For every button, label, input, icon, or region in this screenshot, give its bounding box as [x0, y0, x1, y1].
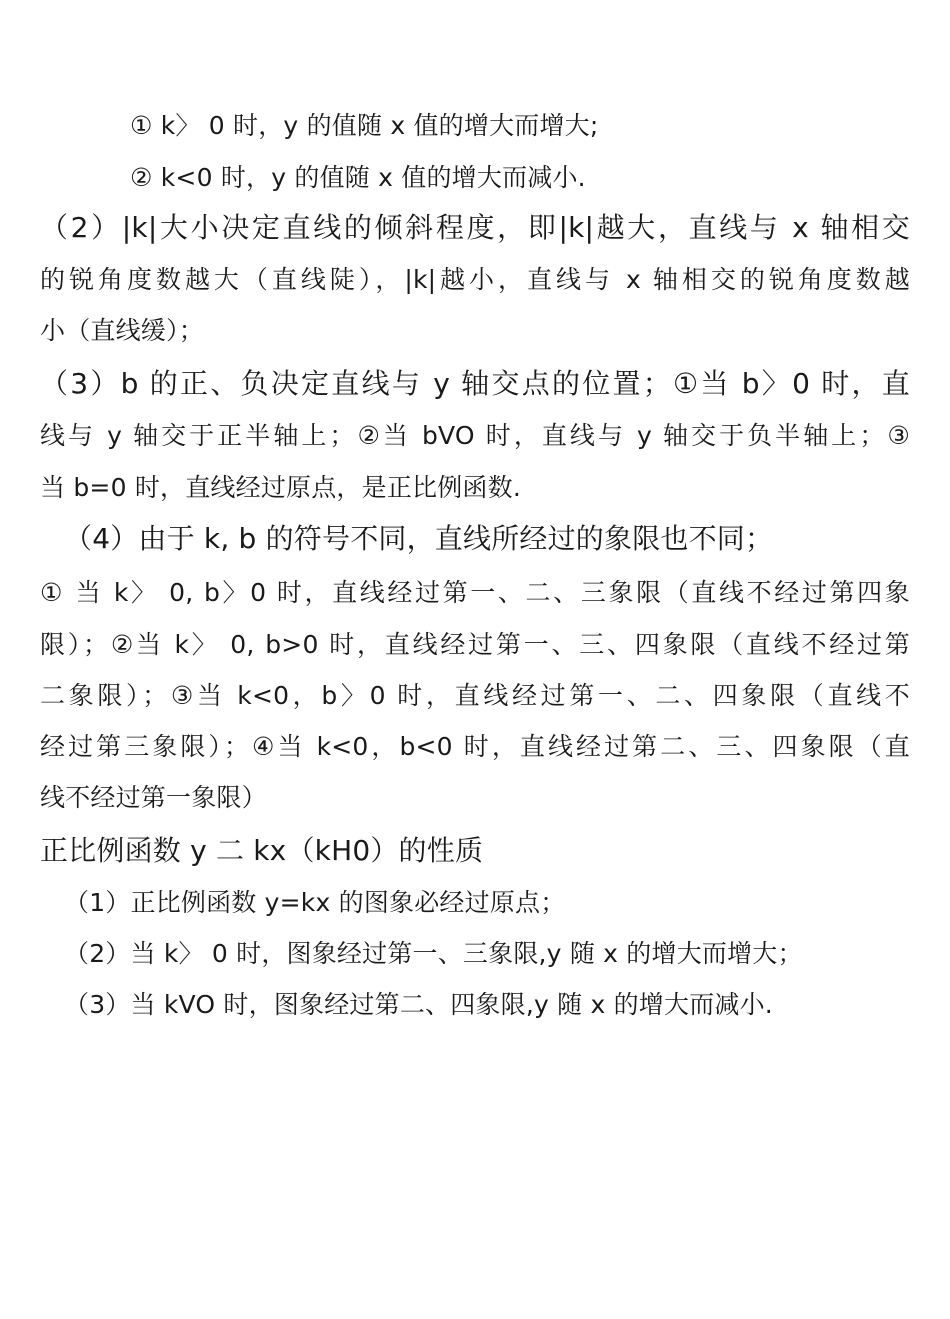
text-line-12: 二象限）；③当 k<0，b〉0 时，直线经过第一、二、四象限（直线不: [40, 681, 910, 710]
text-line-14: 线不经过第一象限）: [40, 783, 267, 812]
section-heading: 正比例函数 y 二 kx（kH0）的性质: [40, 834, 484, 867]
text-line-3: （2）|k|大小决定直线的倾斜程度，即|k|越大，直线与 x 轴相交: [40, 211, 910, 244]
text-line-6: （3）b 的正、负决定直线与 y 轴交点的位置；①当 b〉0 时，直: [40, 367, 910, 400]
text-line-5: 小（直线缓）；: [40, 316, 204, 345]
text-line-11: 限）；②当 k〉 0, b>0 时，直线经过第一、三、四象限（直线不经过第: [40, 630, 910, 659]
text-line-8: 当 b=0 时，直线经过原点，是正比例函数.: [40, 473, 521, 502]
text-line-17: （2）当 k〉 0 时，图象经过第一、三象限,y 随 x 的增大而增大；: [64, 939, 803, 968]
text-line-9: （4）由于 k, b 的符号不同，直线所经过的象限也不同；: [64, 522, 774, 555]
text-line-16: （1）正比例函数 y=kx 的图象必经过原点；: [64, 888, 566, 917]
text-line-13: 经过第三象限）；④当 k<0，b<0 时，直线经过第二、三、四象限（直: [40, 732, 910, 761]
text-line-1: ① k〉 0 时，y 的值随 x 值的增大而增大;: [130, 111, 599, 140]
text-line-18: （3）当 kVO 时，图象经过第二、四象限,y 随 x 的增大而减小.: [64, 990, 773, 1019]
text-line-2: ② k<0 时，y 的值随 x 值的增大而减小.: [130, 163, 586, 192]
text-line-10: ① 当 k〉 0, b〉0 时，直线经过第一、二、三象限（直线不经过第四象: [40, 578, 910, 607]
text-line-7: 线与 y 轴交于正半轴上；②当 bVO 时，直线与 y 轴交于负半轴上；③: [40, 421, 910, 450]
text-line-4: 的锐角度数越大（直线陡），|k|越小，直线与 x 轴相交的锐角度数越: [40, 265, 910, 294]
